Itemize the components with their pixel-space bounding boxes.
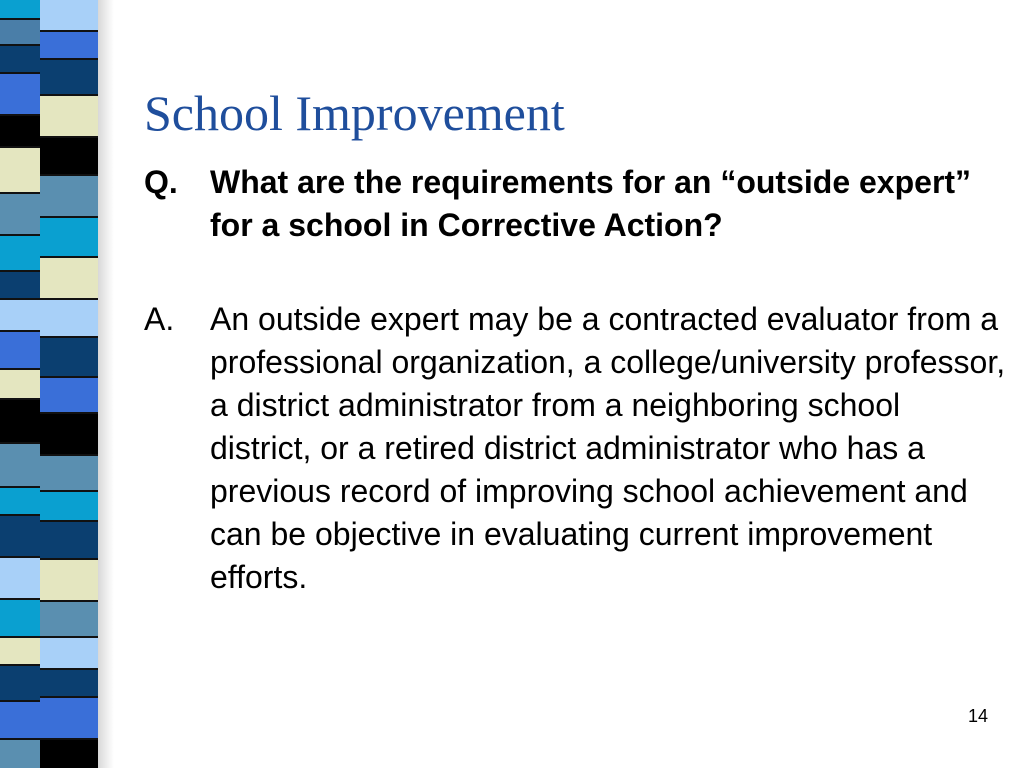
stripe-block <box>0 600 40 638</box>
stripe-block <box>0 0 40 20</box>
stripe-block <box>40 670 98 698</box>
stripe-block <box>0 236 40 272</box>
stripe-block <box>40 698 98 740</box>
stripe-block <box>0 702 40 740</box>
stripe-block <box>40 638 98 670</box>
stripe-block <box>40 300 98 338</box>
stripe-block <box>0 666 40 702</box>
stripe-block <box>0 20 40 46</box>
stripe-block <box>0 300 40 332</box>
stripe-block <box>0 444 40 488</box>
stripe-block <box>40 60 98 96</box>
stripe-block <box>40 414 98 456</box>
stripe-block <box>0 332 40 370</box>
stripe-block <box>0 638 40 666</box>
stripe-block <box>40 258 98 300</box>
stripe-block <box>0 488 40 516</box>
stripe-block <box>40 492 98 522</box>
slide-title: School Improvement <box>144 85 565 141</box>
question-text: What are the requirements for an “outside expert” for a school in Corrective Action? <box>210 164 972 243</box>
stripe-block <box>0 148 40 194</box>
stripe-block <box>40 560 98 602</box>
stripe-block <box>0 370 40 400</box>
stripe-shadow <box>98 0 114 768</box>
stripe-block <box>40 32 98 60</box>
stripe-block <box>40 602 98 638</box>
answer-marker: A. <box>144 301 175 337</box>
stripe-block <box>0 516 40 558</box>
stripe-block <box>40 218 98 258</box>
stripe-block <box>0 400 40 444</box>
decorative-stripe <box>0 0 120 768</box>
question-marker: Q. <box>144 164 178 200</box>
stripe-block <box>40 378 98 414</box>
stripe-block <box>0 116 40 148</box>
stripe-block <box>0 74 40 116</box>
stripe-block <box>40 338 98 378</box>
stripe-block <box>40 740 98 768</box>
stripe-block <box>40 522 98 560</box>
stripe-block <box>40 0 98 32</box>
stripe-block <box>40 96 98 138</box>
stripe-block <box>0 558 40 600</box>
stripe-block <box>0 740 40 768</box>
stripe-block <box>40 456 98 492</box>
answer-text: An outside expert may be a contracted evaluator from a professional organization, a college/university professor, a district administrator from a neighboring school district, or a retired district administrator who has a previous record of improving school achievement and can be objective in evaluating current improvement efforts. <box>210 301 1006 595</box>
stripe-block <box>0 272 40 300</box>
stripe-block <box>40 138 98 176</box>
page-number: 14 <box>967 706 988 726</box>
stripe-block <box>40 176 98 218</box>
stripe-block <box>0 46 40 74</box>
stripe-block <box>0 194 40 236</box>
